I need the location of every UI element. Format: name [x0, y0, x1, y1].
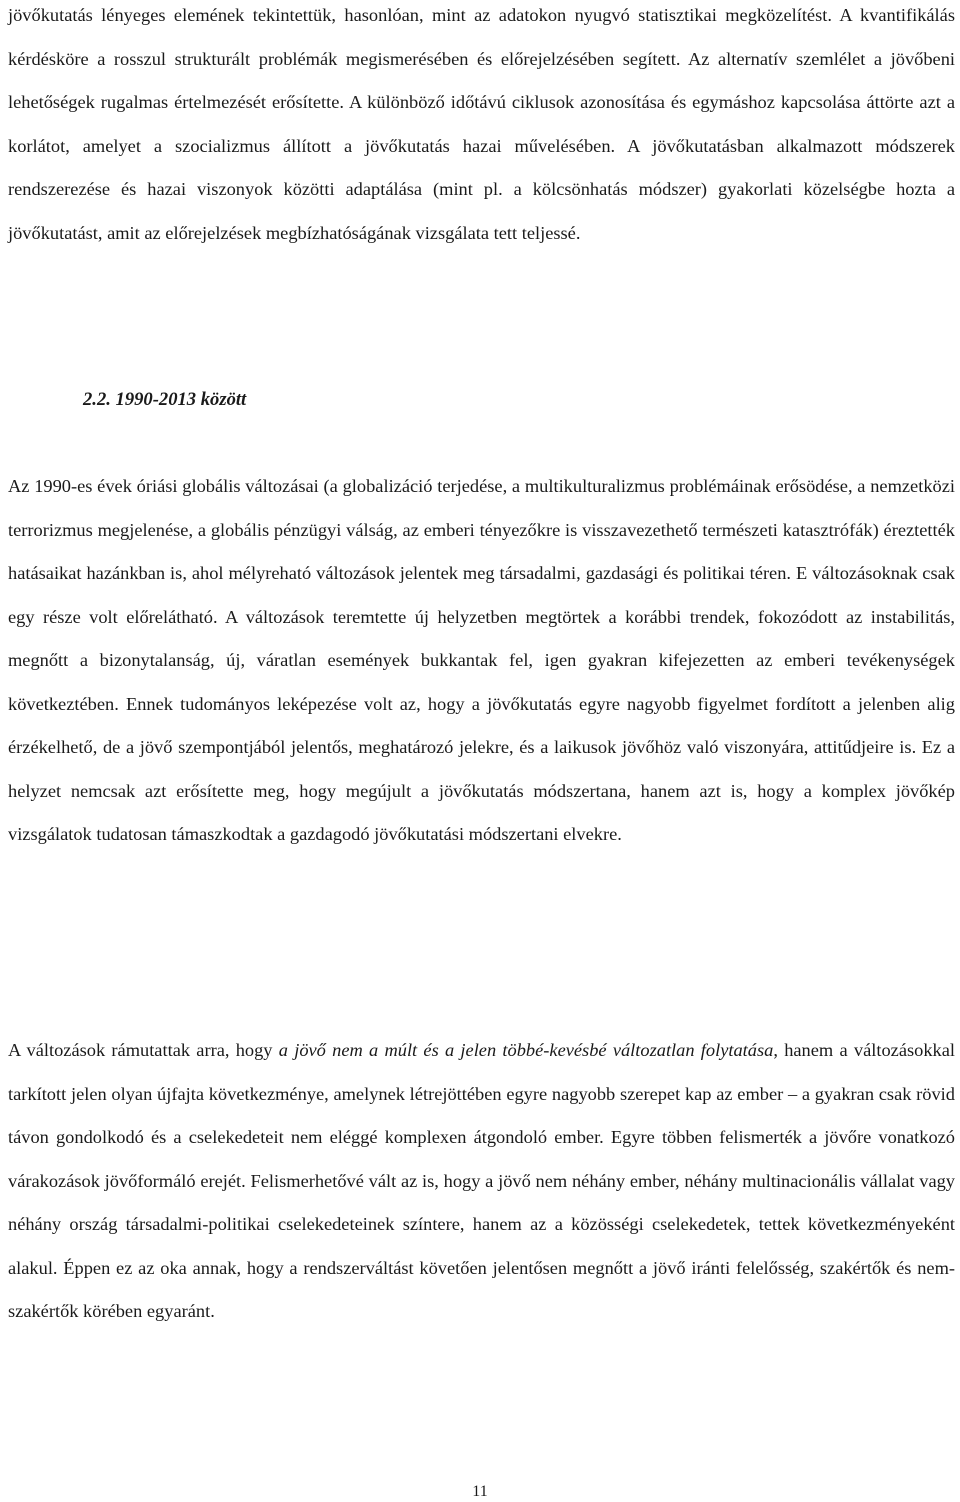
paragraph-3-rest: , hanem a változásokkal tarkított jelen olyan újfajta következménye, amelynek létrejöttében egyre nagyobb szerepet kap az ember – a gyakran csak rövid távon gondolkodó és a cselekedeteit nem eléggé komplexen átgondoló ember. Egyre többen felismerték a jövőre vonatkozó várakozások jövőformáló erejét. Felismerhetővé vált az is, hogy a jövő nem néhány ember, néhány multinacionális vállalat vagy néhány ország társadalmi-politikai cselekedeteinek színtere, hanem az a közösségi cselekedetek, tettek következményeként alakul. Éppen ez az oka annak, hogy a rendszerváltást követően jelentősen megnőtt a jövő iránti felelősség, szakértők és nem-szakértők körében egyaránt. [8, 1040, 955, 1321]
body-paragraph-2: Az 1990-es évek óriási globális változásai (a globalizáció terjedése, a multikulturalizmus problémáinak erősödése, a nemzetközi terrorizmus megjelenése, a globális pénzügyi válság, az emberi tényezőkre is visszavezethető természeti katasztrófák) éreztették hatásaikat hazánkban is, ahol mélyreható változások jelentek meg társadalmi, gazdasági és politikai téren. E változásoknak csak egy része volt előrelátható. A változások teremtette új helyzetben megtörtek a korábbi trendek, fokozódott az instabilitás, megnőtt a bizonytalanság, új, váratlan események bukkantak fel, igen gyakran kifejezetten az emberi tevékenységek következtében. Ennek tudományos leképezése volt az, hogy a jövőkutatás egyre nagyobb figyelmet fordított a jelenben alig érzékelhető, de a jövő szempontjából jelentős, meghatározó jelekre, és a laikusok jövőhöz való viszonyára, attitűdjeire is. Ez a helyzet nemcsak azt erősítette meg, hogy megújult a jövőkutatás módszertana, hanem azt is, hogy a komplex jövőkép vizsgálatok tudatosan támaszkodtak a gazdagodó jövőkutatási módszertani elvekre. [8, 476, 955, 844]
paragraph-3-intro: A változások rámutattak arra, hogy [8, 1040, 279, 1060]
body-paragraph-1: jövőkutatás lényeges elemének tekintettük, hasonlóan, mint az adatokon nyugvó statisztikai megközelítést. A kvantifikálás kérdésköre a rosszul strukturált problémák megismerésében és előrejelzésében segített. Az alternatív szemlélet a jövőbeni lehetőségek rugalmas értelmezését erősítette. A különböző időtávú ciklusok azonosítása és egymáshoz kapcsolása áttörte azt a korlátot, amelyet a szocializmus állított a jövőkutatás hazai művelésében. A jövőkutatásban alkalmazott módszerek rendszerezése és hazai viszonyok közötti adaptálása (mint pl. a kölcsönhatás módszer) gyakorlati közelségbe hozta a jövőkutatást, amit az előrejelzések megbízhatóságának vizsgálata tett teljessé. [8, 5, 955, 243]
section-heading: 2.2. 1990-2013 között [83, 389, 247, 410]
body-paragraph-3 [8, 1029, 955, 1334]
page-number: 11 [472, 1483, 488, 1500]
paragraph-3-emphasis: a jövő nem a múlt és a jelen többé-kevésbé változatlan folytatása [278, 1040, 774, 1060]
